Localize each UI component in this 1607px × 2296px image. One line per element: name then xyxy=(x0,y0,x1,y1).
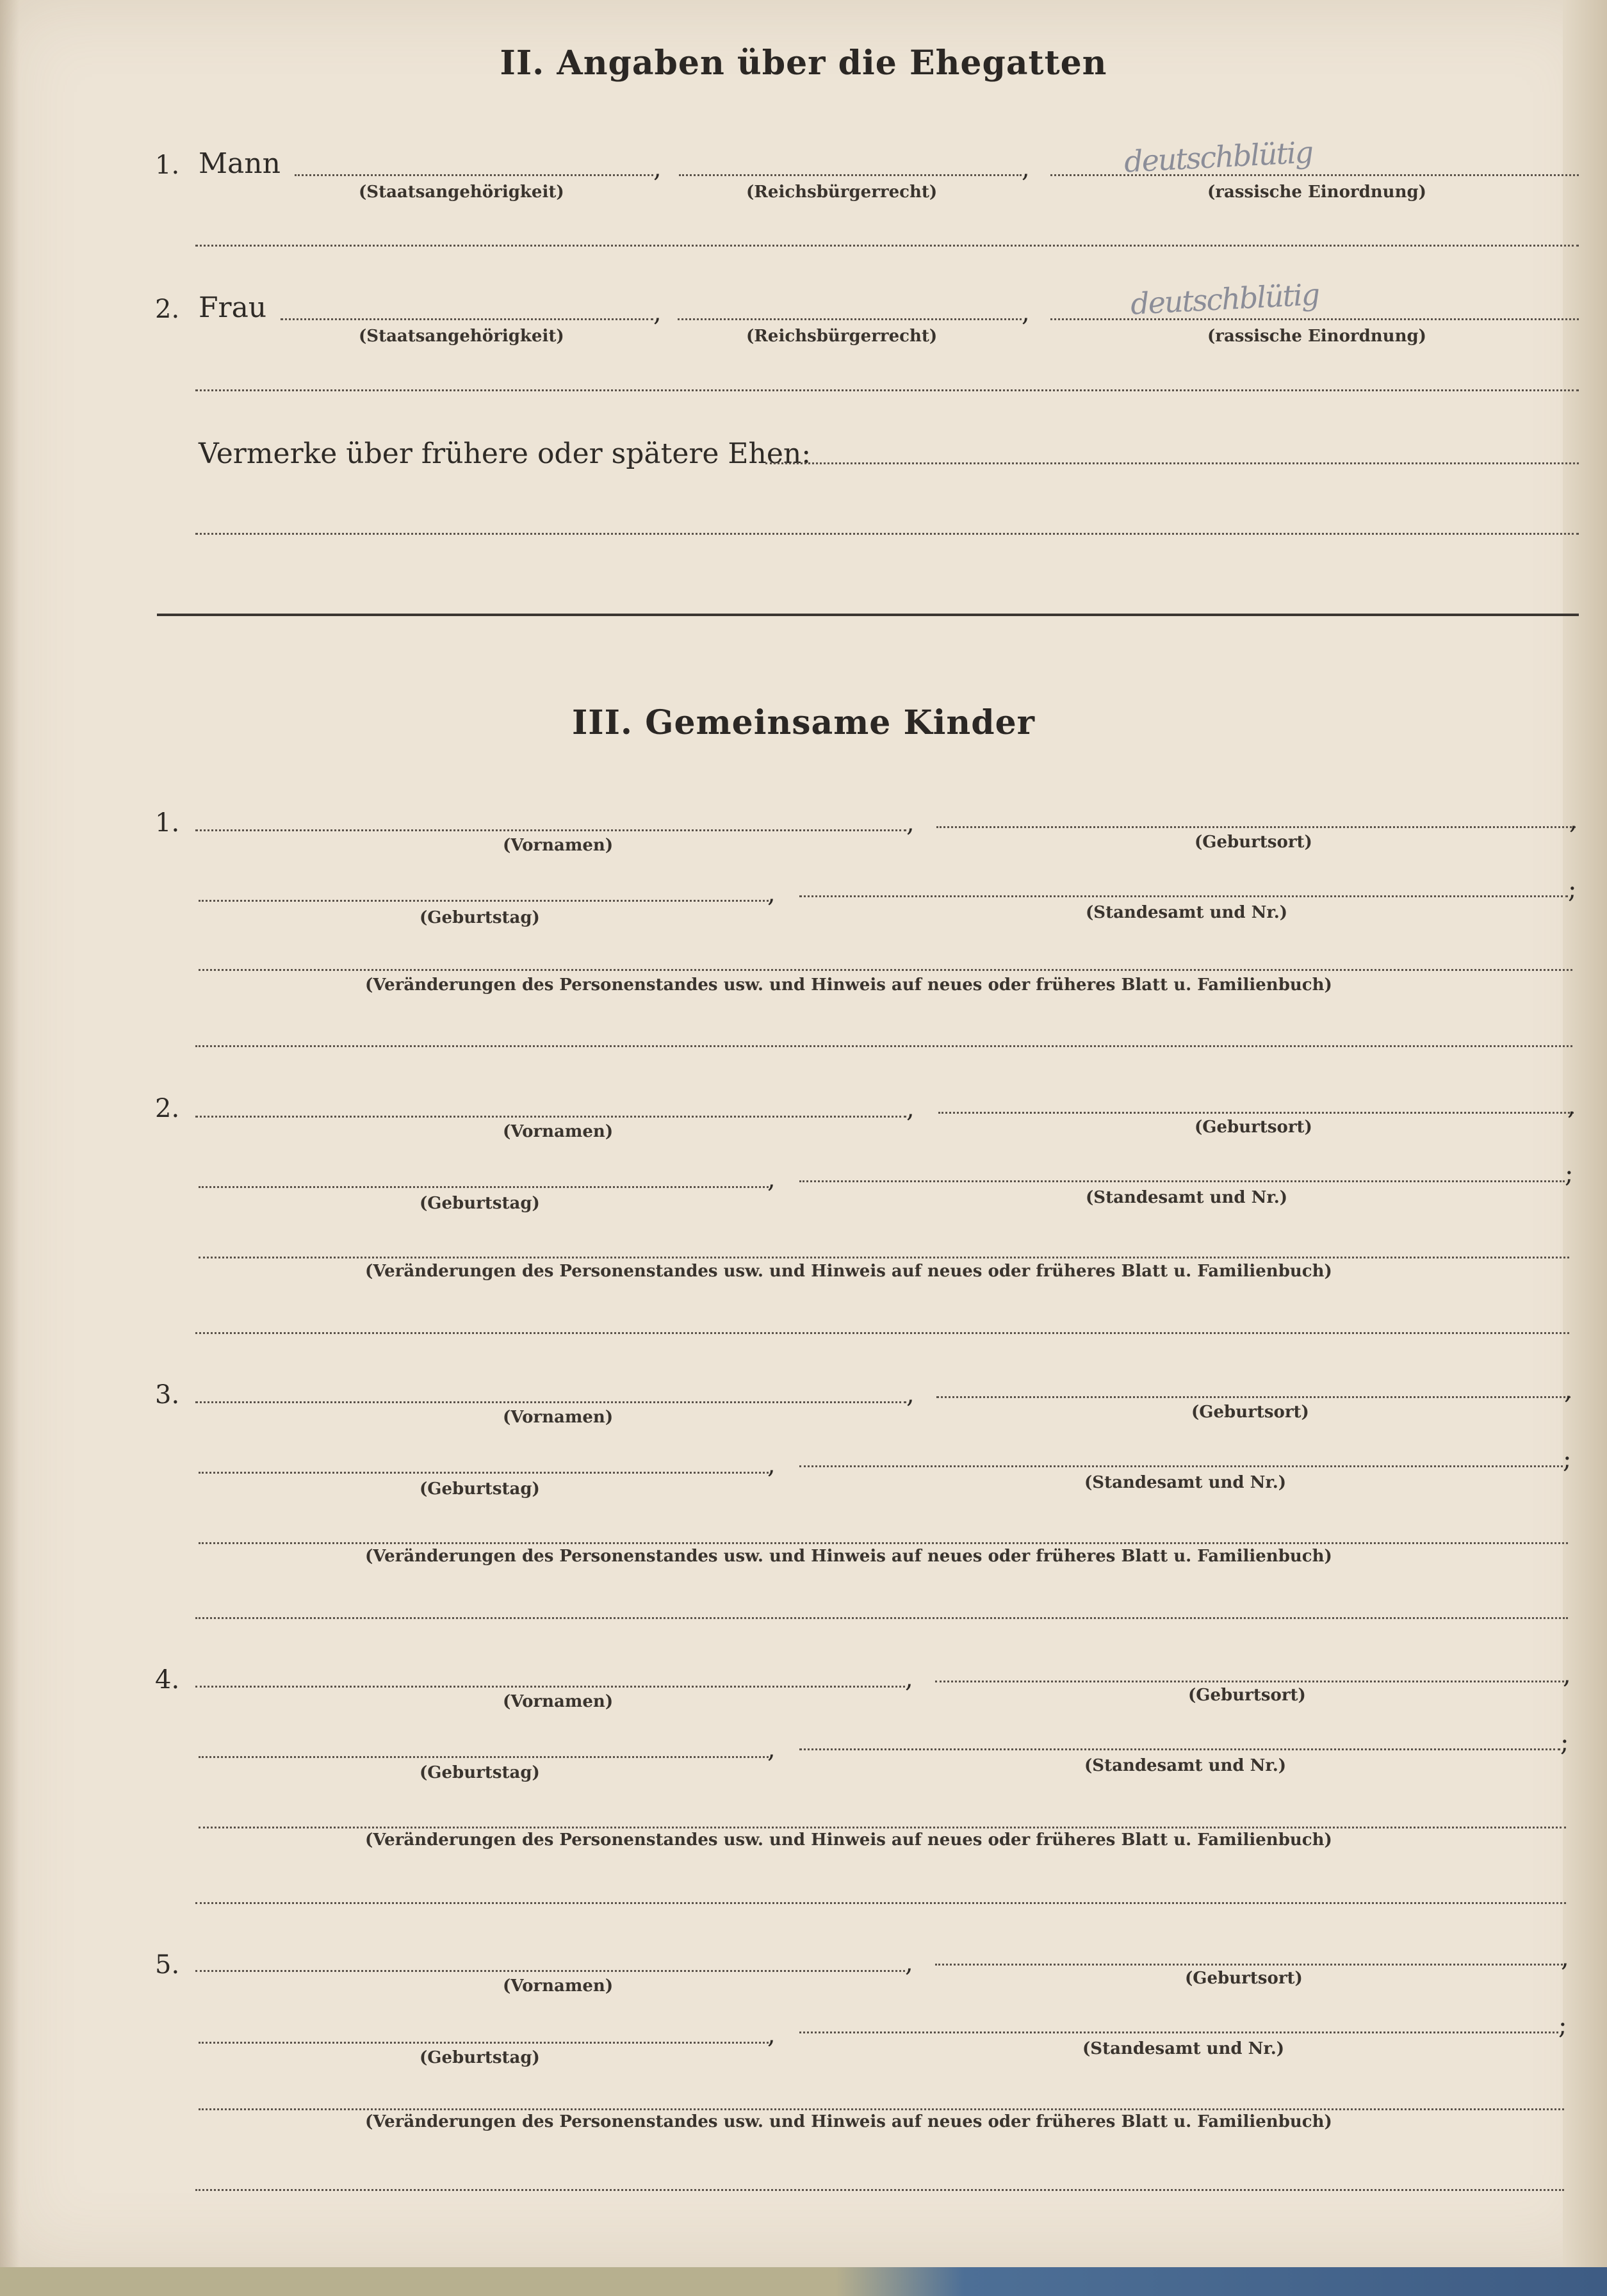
caption-geburtstag: (Geburtstag) xyxy=(420,1479,540,1499)
child-1-extra-line[interactable] xyxy=(195,1045,1572,1047)
mann-reichsbuergerrecht-field[interactable] xyxy=(679,174,1022,176)
caption-veraenderungen: (Veränderungen des Personenstandes usw. und Hinweis auf neues oder früheres Blatt u. Familienbuch) xyxy=(365,1830,1332,1850)
caption-reichsbuergerrecht: (Reichsbürgerrecht) xyxy=(746,327,938,346)
child-5-vornamen-field[interactable] xyxy=(195,1970,905,1972)
child-4-number: 4. xyxy=(155,1665,180,1695)
caption-geburtsort: (Geburtsort) xyxy=(1195,833,1312,852)
section-2-heading: II. Angaben über die Ehegatten xyxy=(500,44,1107,83)
child-2-geburtstag-field[interactable] xyxy=(199,1186,769,1188)
child-5-standesamt-field[interactable] xyxy=(799,2031,1558,2033)
caption-standesamt: (Standesamt und Nr.) xyxy=(1086,903,1288,922)
child-2-veraenderungen-field[interactable] xyxy=(199,1257,1569,1258)
child-4-geburtstag-field[interactable] xyxy=(199,1756,769,1758)
caption-standesamt: (Standesamt und Nr.) xyxy=(1084,1473,1287,1492)
mann-extra-line[interactable] xyxy=(195,245,1579,247)
child-5-extra-line[interactable] xyxy=(195,2189,1564,2191)
section-3-heading: III. Gemeinsame Kinder xyxy=(571,703,1036,742)
vermerke-field[interactable] xyxy=(765,462,1579,464)
child-3-extra-line[interactable] xyxy=(195,1617,1568,1619)
child-2-geburtsort-field[interactable] xyxy=(938,1112,1574,1114)
child-3-standesamt-field[interactable] xyxy=(799,1465,1563,1467)
caption-geburtstag: (Geburtstag) xyxy=(420,1194,540,1213)
child-3-vornamen-field[interactable] xyxy=(195,1401,906,1403)
caption-veraenderungen: (Veränderungen des Personenstandes usw. und Hinweis auf neues oder früheres Blatt u. Familienbuch) xyxy=(365,2112,1332,2131)
child-4-standesamt-field[interactable] xyxy=(799,1748,1560,1750)
caption-vornamen: (Vornamen) xyxy=(503,1408,614,1427)
frau-staatsangehoerigkeit-field[interactable] xyxy=(281,318,653,320)
mann-number: 1. xyxy=(155,151,180,180)
mann-handwritten-entry: deutschblütig xyxy=(1123,134,1314,179)
page-edge xyxy=(1563,0,1607,2267)
frau-label: Frau xyxy=(199,291,267,324)
child-2-extra-line[interactable] xyxy=(195,1332,1569,1334)
child-2-number: 2. xyxy=(155,1094,180,1123)
caption-standesamt: (Standesamt und Nr.) xyxy=(1084,1756,1287,1775)
page-fold-shadow xyxy=(0,0,19,2267)
caption-veraenderungen: (Veränderungen des Personenstandes usw. und Hinweis auf neues oder früheres Blatt u. Familienbuch) xyxy=(365,975,1332,995)
child-3-number: 3. xyxy=(155,1380,180,1410)
caption-geburtsort: (Geburtsort) xyxy=(1191,1403,1309,1422)
caption-geburtstag: (Geburtstag) xyxy=(420,1763,540,1782)
frau-number: 2. xyxy=(155,295,180,324)
caption-rassische-einordnung: (rassische Einordnung) xyxy=(1207,183,1426,202)
background-strip xyxy=(0,2267,1607,2296)
caption-geburtsort: (Geburtsort) xyxy=(1188,1686,1306,1705)
caption-geburtstag: (Geburtstag) xyxy=(420,908,540,927)
frau-reichsbuergerrecht-field[interactable] xyxy=(678,318,1022,320)
frau-rassische-einordnung-field[interactable] xyxy=(1050,318,1579,320)
frau-extra-line[interactable] xyxy=(195,389,1579,391)
child-4-geburtsort-field[interactable] xyxy=(935,1681,1568,1682)
child-5-geburtstag-field[interactable] xyxy=(199,2042,769,2044)
caption-veraenderungen: (Veränderungen des Personenstandes usw. und Hinweis auf neues oder früheres Blatt u. Familienbuch) xyxy=(365,1262,1332,1281)
caption-geburtsort: (Geburtsort) xyxy=(1185,1969,1303,1988)
caption-geburtstag: (Geburtstag) xyxy=(420,2048,540,2067)
child-1-geburtstag-field[interactable] xyxy=(199,900,769,902)
child-1-number: 1. xyxy=(155,808,180,838)
section-divider xyxy=(157,614,1579,616)
vermerke-extra-line[interactable] xyxy=(195,533,1579,535)
child-4-veraenderungen-field[interactable] xyxy=(199,1827,1566,1828)
caption-veraenderungen: (Veränderungen des Personenstandes usw. und Hinweis auf neues oder früheres Blatt u. Familienbuch) xyxy=(365,1547,1332,1566)
caption-vornamen: (Vornamen) xyxy=(503,836,614,855)
child-2-vornamen-field[interactable] xyxy=(195,1116,906,1118)
caption-standesamt: (Standesamt und Nr.) xyxy=(1082,2039,1285,2058)
child-1-vornamen-field[interactable] xyxy=(195,829,906,831)
caption-vornamen: (Vornamen) xyxy=(503,1976,614,1996)
caption-vornamen: (Vornamen) xyxy=(503,1122,614,1141)
child-1-geburtsort-field[interactable] xyxy=(936,826,1576,828)
child-5-number: 5. xyxy=(155,1950,180,1980)
frau-handwritten-entry: deutschblütig xyxy=(1129,277,1320,322)
child-2-standesamt-field[interactable] xyxy=(799,1180,1565,1182)
child-4-extra-line[interactable] xyxy=(195,1902,1566,1904)
vermerke-label: Vermerke über frühere oder spätere Ehen: xyxy=(199,437,812,470)
caption-reichsbuergerrecht: (Reichsbürgerrecht) xyxy=(746,183,938,202)
mann-label: Mann xyxy=(199,147,281,180)
caption-vornamen: (Vornamen) xyxy=(503,1692,614,1711)
caption-geburtsort: (Geburtsort) xyxy=(1195,1118,1312,1137)
child-1-veraenderungen-field[interactable] xyxy=(199,969,1572,971)
caption-staatsangehoerigkeit: (Staatsangehörigkeit) xyxy=(359,183,564,202)
mann-staatsangehoerigkeit-field[interactable] xyxy=(295,174,653,176)
child-3-geburtstag-field[interactable] xyxy=(199,1472,769,1474)
child-3-veraenderungen-field[interactable] xyxy=(199,1542,1568,1544)
child-4-vornamen-field[interactable] xyxy=(195,1686,905,1688)
caption-standesamt: (Standesamt und Nr.) xyxy=(1086,1188,1288,1207)
child-1-standesamt-field[interactable] xyxy=(799,895,1568,897)
child-5-geburtsort-field[interactable] xyxy=(935,1964,1566,1966)
child-5-veraenderungen-field[interactable] xyxy=(199,2108,1564,2110)
child-3-geburtsort-field[interactable] xyxy=(936,1396,1570,1398)
caption-staatsangehoerigkeit: (Staatsangehörigkeit) xyxy=(359,327,564,346)
caption-rassische-einordnung: (rassische Einordnung) xyxy=(1207,327,1426,346)
